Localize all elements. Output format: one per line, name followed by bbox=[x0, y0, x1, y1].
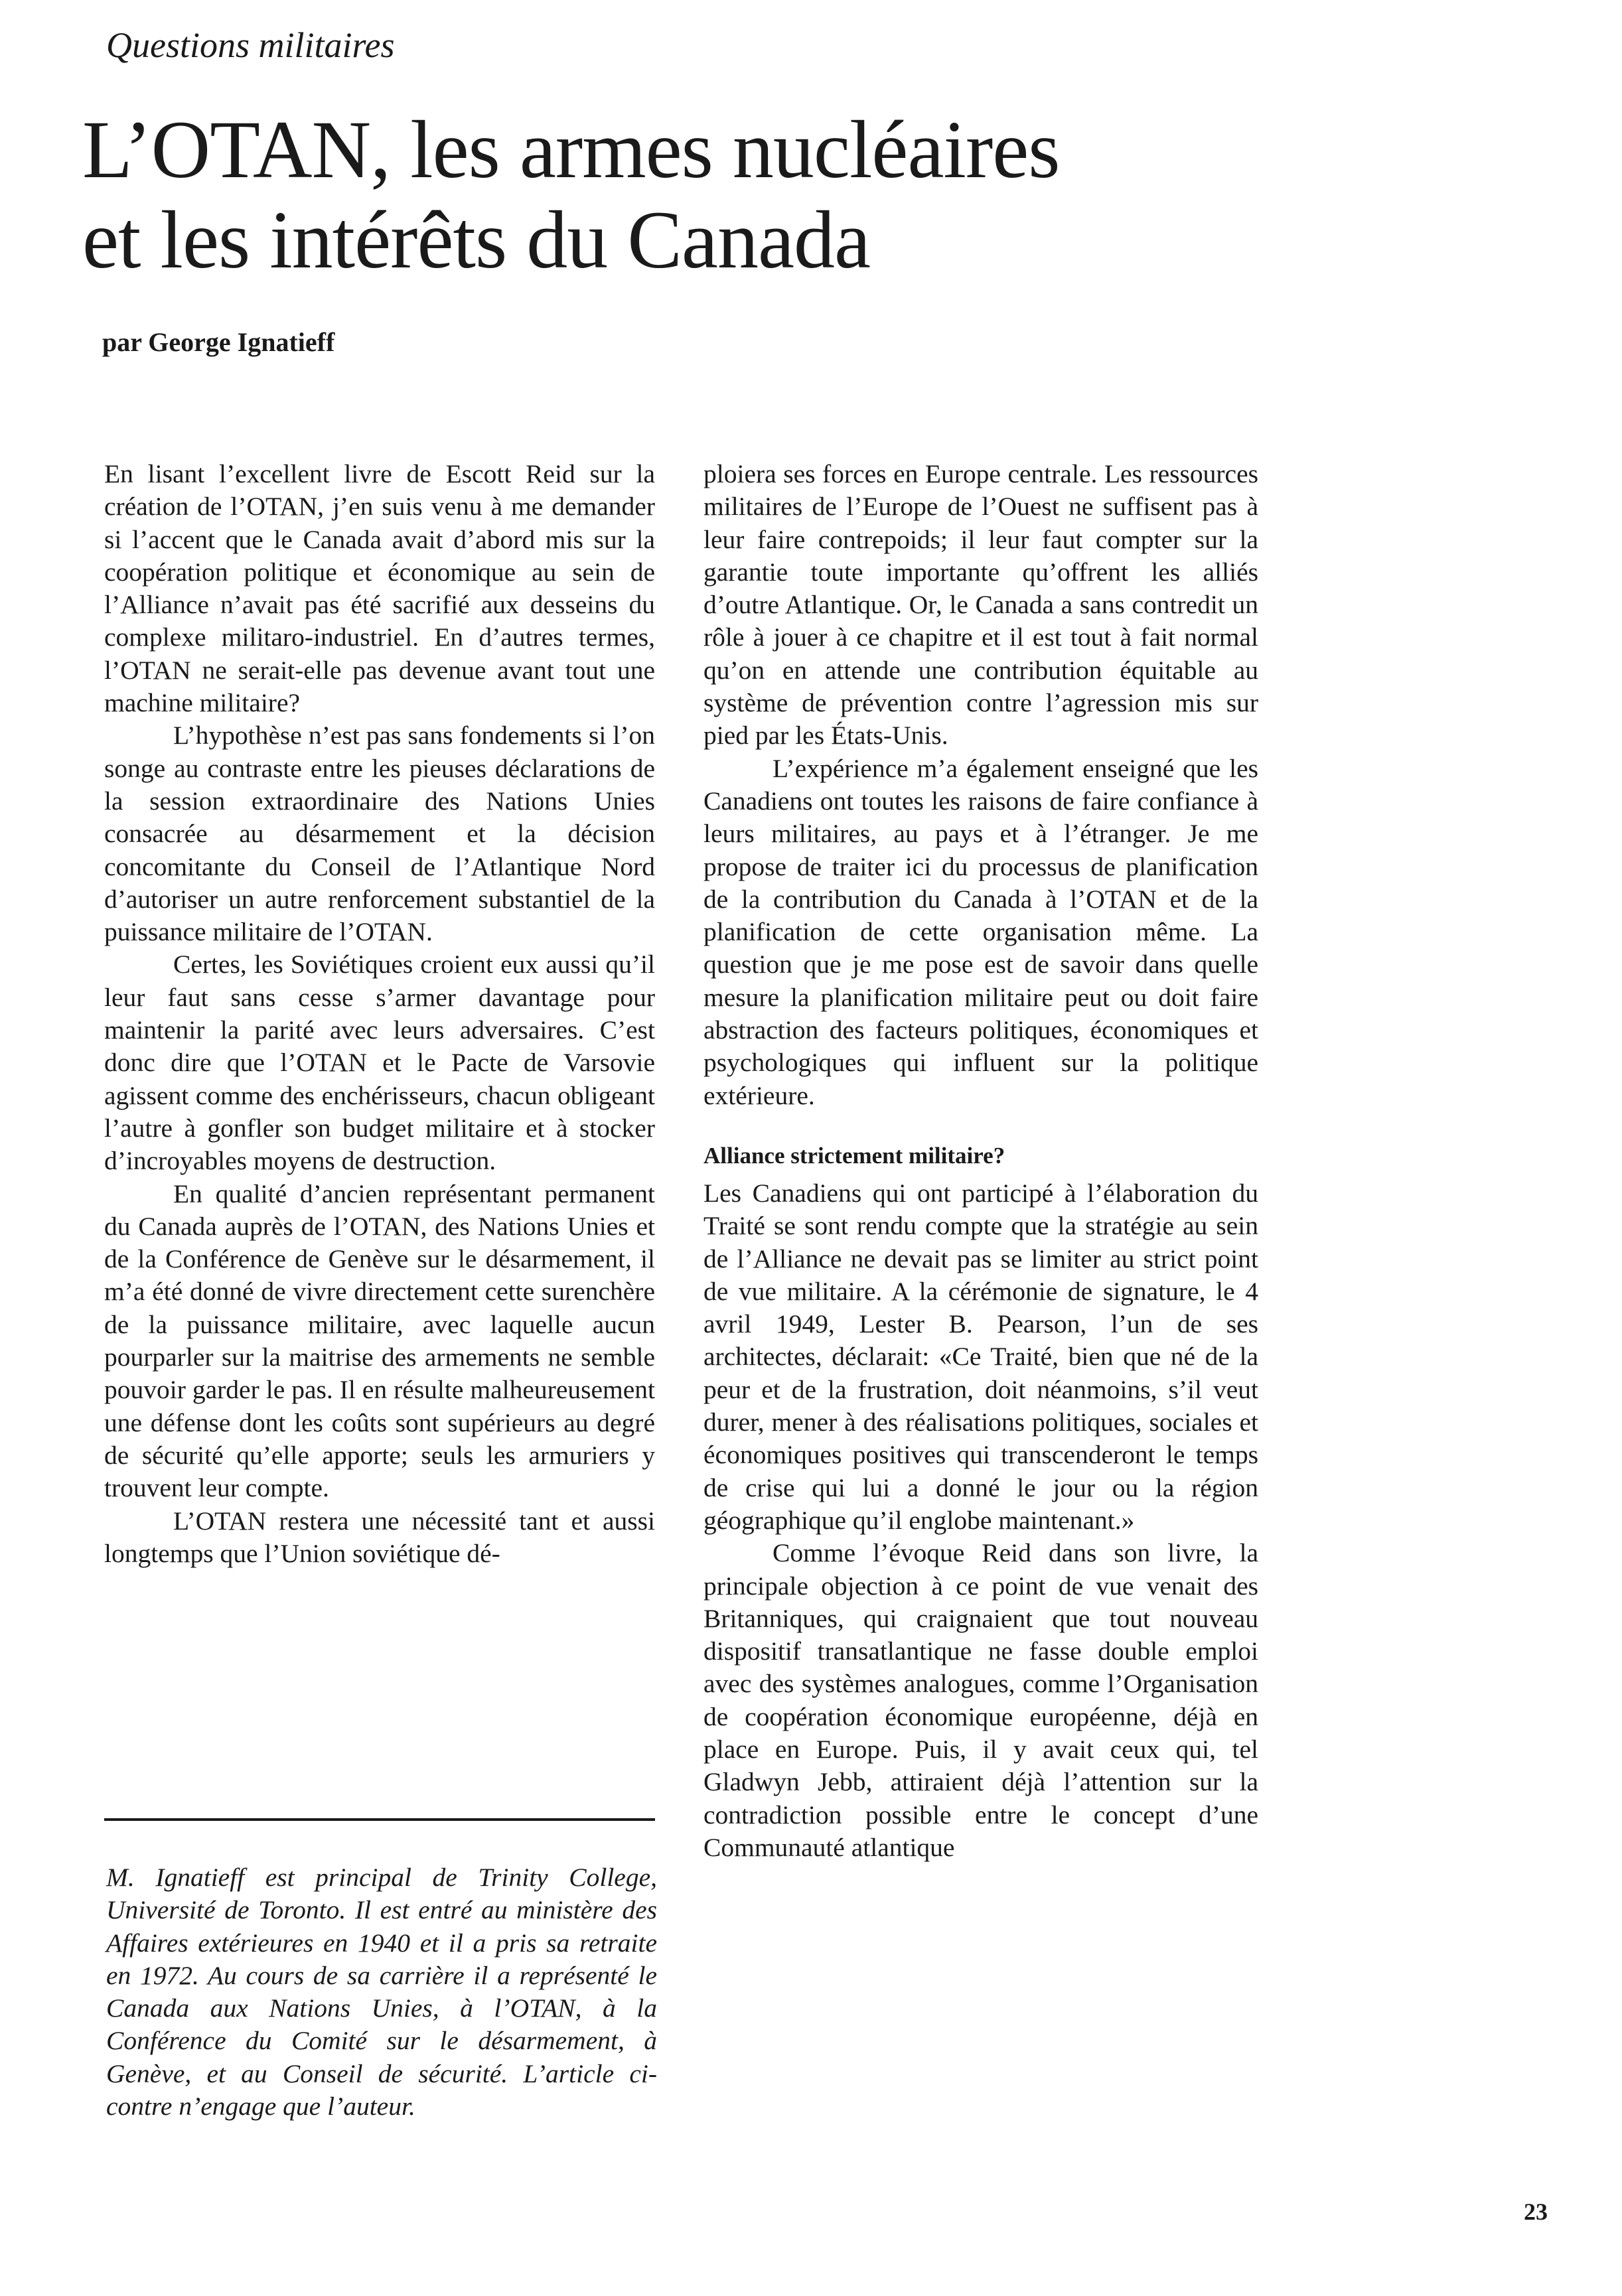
title-line-2: et les intérêts du Canada bbox=[82, 194, 871, 285]
subheading: Alliance strictement militaire? bbox=[703, 1142, 1005, 1169]
section-label: Questions militaires bbox=[106, 25, 395, 65]
paragraph: En lisant l’excellent livre de Escott Reid sur la création de l’OTAN, j’en suis venu à me demander si l’accent que le Canada avait d’abord mis sur la coopération politique et économique au sein de l’Alliance n’avait pas été sacrifié aux desseins du complexe militaro-industriel. En d’autres termes, l’OTAN ne serait-elle pas devenue avant tout une machine militaire? bbox=[104, 459, 655, 718]
author-bio-text: M. Ignatieff est principal de Trinity College, Université de Toronto. Il est entré au ministère des Affaires extérieures en 1940 et il a pris sa retraite en 1972. Au cours de sa carrière il a représenté le Canada aux Nations Unies, à l’OTAN, à la Conférence du Comité sur le désarmement, à Genève, et au Conseil de sécurité. L’article ci-contre n’engage que l’auteur. bbox=[106, 1863, 657, 2121]
paragraph: L’OTAN restera une nécessité tant et aussi longtemps que l’Union soviétique dé- bbox=[104, 1506, 655, 1568]
byline: par George Ignatieff bbox=[102, 327, 335, 357]
paragraph: ploiera ses forces en Europe centrale. Les ressources militaires de l’Europe de l’Ouest ne suffisent pas à leur faire contrepoids; il leur faut compter sur la garantie toute importante qu’offrent les alliés d’outre Atlantique. Or, le Canada a sans contredit un rôle à jouer à ce chapitre et il est tout à fait normal qu’on en attende une contribution équitable au système de prévention contre l’agression mis sur pied par les États-Unis. bbox=[703, 459, 1258, 751]
paragraph: L’expérience m’a également enseigné que les Canadiens ont toutes les raisons de faire confiance à leurs militaires, au pays et à l’étranger. Je me propose de traiter ici du processus de planification de la contribution du Canada à l’OTAN et de la planification de cette organisation même. La question que je me pose est de savoir dans quelle mesure la planification militaire peut ou doit faire abstraction des facteurs politiques, économiques et psychologiques qui influent sur la politique extérieure. bbox=[703, 753, 1258, 1110]
left-column bbox=[104, 458, 655, 1570]
article-title bbox=[82, 105, 1542, 285]
page-number: 23 bbox=[1524, 2198, 1548, 2225]
author-bio bbox=[106, 1861, 657, 2123]
paragraph: En qualité d’ancien représentant permanent du Canada auprès de l’OTAN, des Nations Unies et de la Conférence de Genève sur le désarmement, il m’a été donné de vivre directement cette surenchère de la puissance militaire, avec laquelle aucun pourparler sur la maitrise des armements ne semble pouvoir garder le pas. Il en résulte malheureusement une défense dont les coûts sont supérieurs au degré de sécurité qu’elle apporte; seuls les armuriers y trouvent leur compte. bbox=[104, 1179, 655, 1503]
paragraph: Comme l’évoque Reid dans son livre, la principale objection à ce point de vue venait des Britanniques, qui craignaient que tout nouveau dispositif transatlantique ne fasse double emploi avec des systèmes analogues, comme l’Organisation de coopération économique européenne, déjà en place en Europe. Puis, il y avait ceux qui, tel Gladwyn Jebb, attiraient déjà l’attention sur la contradiction possible entre le concept d’une Communauté atlantique bbox=[703, 1538, 1258, 1862]
paragraph: L’hypothèse n’est pas sans fondements si l’on songe au contraste entre les pieuses déclarations de la session extraordinaire des Nations Unies consacrée au désarmement et la décision concomitante du Conseil de l’Atlantique Nord d’autoriser un autre renforcement substantiel de la puissance militaire de l’OTAN. bbox=[104, 721, 655, 947]
paragraph: Les Canadiens qui ont participé à l’élaboration du Traité se sont rendu compte que la stratégie au sein de l’Alliance ne devait pas se limiter au strict point de vue militaire. A la cérémonie de signature, le 4 avril 1949, Lester B. Pearson, l’un de ses architectes, déclarait: «Ce Traité, bien que né de la peur et de la frustration, doit néanmoins, s’il veut durer, mener à des réalisations politiques, sociales et économiques positives qui transcenderont le temps de crise qui lui a donné le jour ou la région géographique qu’il englobe maintenant.» bbox=[703, 1178, 1258, 1535]
right-column bbox=[703, 458, 1258, 1864]
title-line-1: L’OTAN, les armes nucléaires bbox=[82, 104, 1060, 195]
paragraph: Certes, les Soviétiques croient eux aussi qu’il leur faut sans cesse s’armer davantage pour maintenir la parité avec leurs adversaires. C’est donc dire que l’OTAN et le Pacte de Varsovie agissent comme des enchérisseurs, chacun obligeant l’autre à gonfler son budget militaire et à stocker d’incroyables moyens de destruction. bbox=[104, 950, 655, 1176]
footnote-divider bbox=[104, 1818, 655, 1821]
